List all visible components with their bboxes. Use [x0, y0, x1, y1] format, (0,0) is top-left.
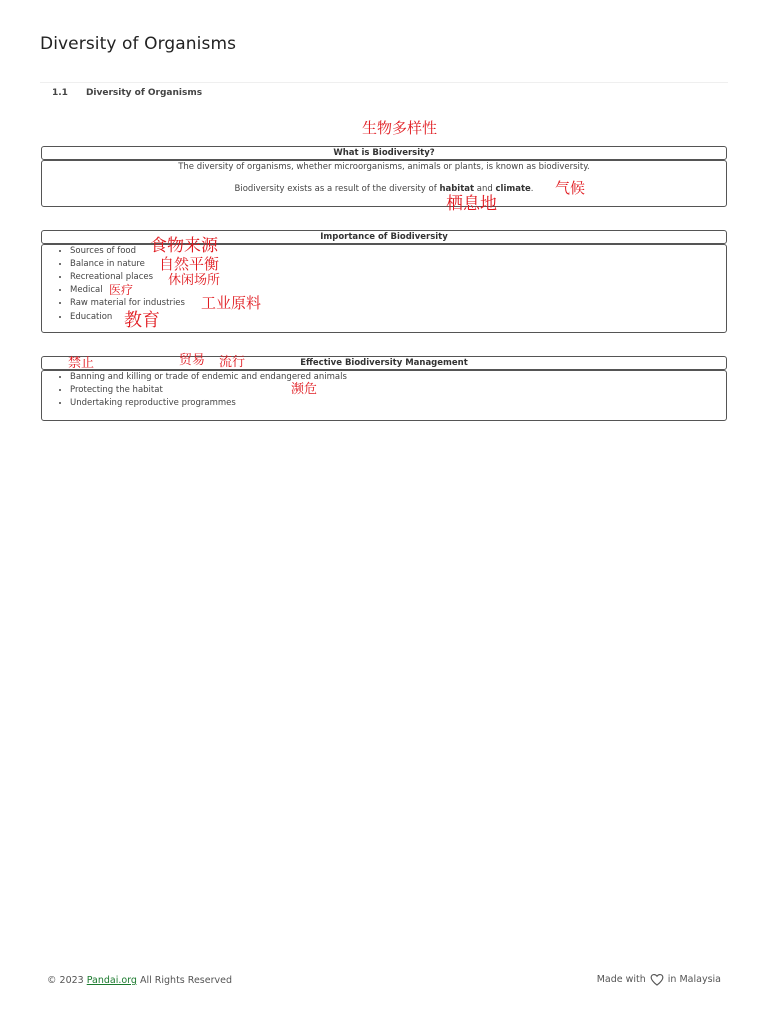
annotation-endangered: 濒危: [291, 382, 318, 397]
cause-prefix: Biodiversity exists as a result of the diversity of: [234, 184, 440, 194]
list-item: • Recreational places: [70, 271, 185, 284]
what-is-definition: The diversity of organisms, whether microorganisms, animals or plants, is known as biodiversity.: [178, 162, 590, 172]
management-box: [41, 370, 727, 421]
annotation-endemic: 流行: [219, 355, 246, 370]
page-title: Diversity of Organisms: [40, 34, 237, 54]
annotation-habitat: 栖息地: [446, 194, 497, 214]
annotation-climate: 气候: [555, 179, 586, 197]
title-divider: [40, 82, 728, 83]
habitat-term: habitat: [439, 184, 475, 194]
annotation-ban: 禁止: [68, 356, 95, 371]
list-item: • Balance in nature: [70, 258, 185, 271]
annotation-balance: 自然平衡: [159, 255, 220, 273]
list-item: • Sources of food: [70, 245, 185, 258]
cause-suffix: .: [530, 184, 534, 194]
cause-and: and: [474, 184, 496, 194]
list-item: • Medical: [70, 284, 185, 297]
in-country-text: in Malaysia: [667, 974, 721, 985]
annotation-medical: 医疗: [109, 283, 134, 297]
heart-icon: [650, 973, 664, 986]
footer-copyright: [47, 975, 232, 986]
what-is-cause: [42, 184, 726, 194]
annotation-food: 食物来源: [150, 236, 218, 256]
what-is-heading: What is Biodiversity?: [41, 146, 727, 160]
pandai-link[interactable]: Pandai.org: [86, 975, 137, 986]
footer-made-with: [597, 973, 721, 986]
management-heading: Effective Biodiversity Management: [41, 356, 727, 370]
list-item: • Banning and killing or trade of endemic and endangered animals: [70, 371, 347, 384]
section-title: Diversity of Organisms: [85, 88, 203, 98]
annotation-recreation: 休闲场所: [168, 273, 221, 288]
annotation-trade: 贸易: [179, 353, 206, 368]
list-item: • Education: [70, 311, 185, 324]
annotation-education: 教育: [124, 310, 160, 331]
list-item: • Protecting the habitat: [70, 384, 347, 397]
section-header: [52, 88, 202, 98]
copyright-text: © 2023: [47, 975, 87, 986]
annotation-industry: 工业原料: [201, 294, 262, 312]
list-item: • Undertaking reproductive programmes: [70, 397, 347, 410]
what-is-box: [41, 160, 727, 207]
made-with-text: Made with: [596, 974, 646, 985]
rights-text: All Rights Reserved: [136, 975, 232, 986]
section-number: 1.1: [52, 88, 68, 98]
importance-heading: Importance of Biodiversity: [41, 230, 727, 244]
list-item: • Raw material for industries: [70, 297, 185, 310]
annotation-biodiversity: 生物多样性: [362, 119, 438, 137]
climate-term: climate: [495, 184, 531, 194]
